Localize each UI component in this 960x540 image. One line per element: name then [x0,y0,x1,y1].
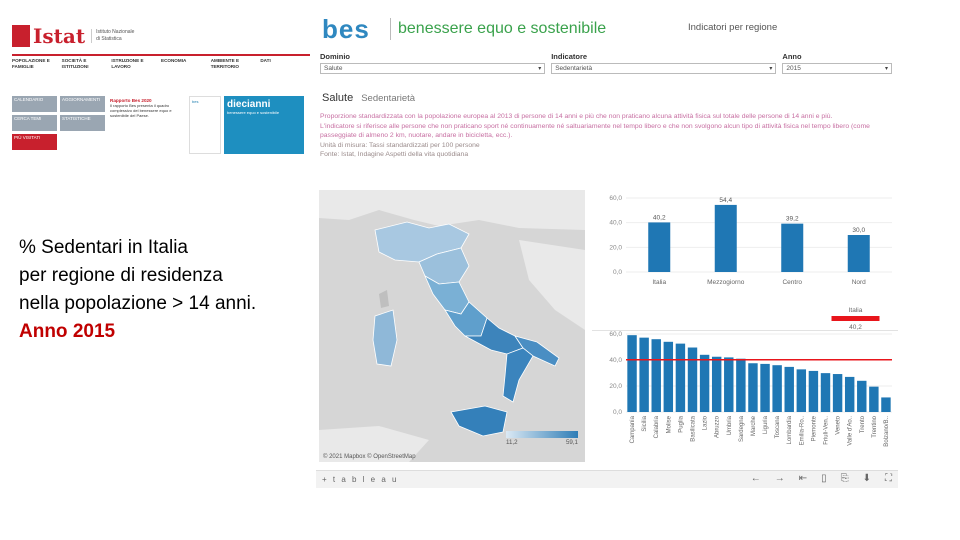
istat-subtitle [91,29,134,43]
bar [781,224,803,272]
istat-nav-item[interactable]: POPOLAZIONE E FAMIGLIE [12,58,50,69]
y-tick-label: 40,0 [609,357,622,364]
caption-line: per regione di residenza [19,265,223,286]
caption-year: Anno 2015 [19,321,116,342]
x-tick-label: Toscana [775,416,782,439]
istat-logo[interactable]: Istat [33,24,86,48]
chevron-down-icon: ▾ [769,66,773,72]
legend-gradient [506,431,578,438]
fullscreen-icon[interactable]: ⛶ [885,473,892,484]
legend-max: 59,1 [565,439,578,446]
reference-legend-swatch [832,316,880,321]
x-tick-label: Valle d'Ao.. [847,416,854,446]
pause-icon[interactable]: ▯ [821,473,827,484]
bar [797,369,806,412]
istat-subtitle-line: di Statistica [96,36,122,42]
bar [760,364,769,412]
filter-label: Dominio [320,52,350,61]
istat-news-title: Rapporto Bes 2020 [110,98,152,103]
istat-diecianni-title: diecianni [227,99,271,110]
share-icon[interactable]: ⎘ [840,473,849,484]
data-label: 54,4 [719,196,733,204]
bar [857,381,866,412]
istat-tile[interactable]: CALENDARIO [12,96,57,112]
x-tick-label: Marche [750,416,757,437]
istat-tile[interactable]: PIÙ VISITATI [12,134,57,150]
filter-label: Indicatore [551,52,588,61]
revert-icon[interactable]: ⇤ [798,473,808,484]
select-value: Sedentarietà [555,65,593,72]
divider [390,18,391,40]
x-tick-label: Molise [666,416,673,434]
indicatore-select[interactable] [551,63,776,74]
indicator-description [320,112,892,160]
legend-min: 11,2 [506,439,518,446]
istat-diecianni-sub: benessere equo e sostenibile [227,110,280,115]
slide-caption [19,234,309,346]
x-tick-label: Veneto [835,416,842,435]
istat-tile[interactable]: AGGIORNAMENTI [60,96,105,112]
filter-dominio [320,52,545,74]
istat-nav-item[interactable]: SOCIETÀ E ISTITUZIONI [61,58,89,69]
legend-values [506,439,578,446]
filter-indicatore [551,52,776,74]
toolbar-icons [751,473,892,484]
bar [845,377,854,412]
x-tick-label: Campania [630,416,637,444]
x-tick-label: Trento [859,416,866,434]
x-tick-label: Puglia [678,416,685,433]
bar [700,355,709,412]
istat-tile[interactable]: STATISTICHE [60,115,105,131]
istat-tile-column [12,96,57,154]
section-name: Salute [322,92,354,104]
istat-diecianni-banner[interactable] [224,96,304,154]
x-tick-label: Umbria [726,416,733,436]
reference-legend-value: 40,2 [849,324,862,330]
bar [712,357,721,412]
y-tick-label: 20,0 [609,244,622,252]
region-chart[interactable] [592,330,898,470]
section-title [322,92,415,104]
istat-logo-icon [12,25,30,47]
istat-nav [12,54,310,70]
select-value: Salute [324,65,343,72]
bar [848,235,870,272]
bar [833,374,842,412]
chevron-down-icon: ▾ [538,66,542,72]
macro-area-chart[interactable] [592,190,898,330]
x-tick-label: Nord [851,279,866,286]
data-label: 39,2 [785,215,799,223]
istat-nav-item[interactable]: DATI [260,58,271,63]
bar [664,342,673,412]
x-tick-label: Mezzogiorno [707,279,745,286]
reference-legend-label: Italia [848,307,863,314]
bar [652,339,661,412]
map-credit: © 2021 Mapbox © OpenStreetMap [323,454,416,460]
italy-map[interactable] [319,190,585,462]
bes-logo[interactable]: bes [322,14,370,44]
select-value: 2015 [786,65,801,72]
bar [772,365,781,412]
istat-header [12,24,134,48]
chevron-down-icon: ▾ [885,66,889,72]
x-tick-label: Friuli-Ven.. [823,416,830,445]
filters [320,52,892,74]
x-tick-label: Lombardia [787,416,794,445]
istat-nav-item[interactable]: ISTRUZIONE E LAVORO [111,58,144,69]
filter-label: Anno [782,52,802,61]
istat-tile-column [60,96,105,154]
tableau-logo[interactable]: + t a b l e a u [322,475,399,484]
y-tick-label: 20,0 [609,383,622,390]
x-tick-label: Calabria [654,416,661,439]
bar [809,371,818,412]
data-label: 40,2 [652,214,666,222]
bar [715,205,737,272]
x-tick-label: Liguria [763,416,770,435]
bar [736,359,745,412]
x-tick-label: Trentino [871,416,878,438]
x-tick-label: Centro [782,279,803,286]
bar [648,222,670,272]
bes-dashboard [316,12,898,488]
istat-nav-item[interactable]: AMBIENTE E TERRITORIO [210,58,240,69]
caption-line: nella popolazione > 14 anni. [19,293,257,314]
x-tick-label: Emilia-Ro.. [799,416,806,446]
y-tick-label: 0,0 [612,409,622,416]
bar [676,344,685,412]
caption-line: % Sedentari in Italia [19,237,188,258]
x-tick-label: Basilicata [690,416,697,442]
download-icon[interactable]: ⬇ [862,473,871,484]
map-svg [319,190,585,462]
y-tick-label: 60,0 [609,331,622,338]
x-tick-label: Sicilia [642,416,649,432]
x-tick-label: Italia [652,279,667,286]
bes-tagline: benessere equo e sostenibile [398,20,607,37]
dashboard-title: Indicatori per regione [688,22,778,33]
description-text: Proporzione standardizzata con la popolazione europea al 2013 di persone di 14 anni e più che non praticano alcuna attività fisica sul totale delle persone di 14 anni e più. [320,113,833,120]
istat-tile[interactable]: CERCA TEMI [12,115,57,131]
bar [724,357,733,412]
istat-nav-item[interactable]: ECONOMIA [161,58,187,63]
y-tick-label: 0,0 [612,269,622,276]
section-subtitle: Sedentarietà [361,93,416,104]
bar [688,348,697,412]
x-tick-label: Bolzano/B.. [883,416,890,447]
filter-anno [782,52,892,74]
unit-text: Unità di misura: Tassi standardizzati per 100 persone [320,141,480,149]
undo-icon[interactable]: ← [750,473,761,484]
y-tick-label: 60,0 [609,195,622,202]
redo-icon[interactable]: → [774,473,785,484]
x-tick-label: Lazio [702,416,709,431]
bar [881,397,890,412]
source-text: Fonte: Istat, Indagine Aspetti della vita quotidiana [320,151,469,159]
description-text: L'indicatore si riferisce alle persone che non praticano sport né continuamente né saltuariamente nel tempo libero e che non svolgono alcun tipo di attività fisica nel tempo libero (come passeggiate di almeno 2 km, nuotare, andare in bicicletta, ecc.). [320,122,870,140]
istat-tiles [12,96,310,154]
data-label: 30,0 [852,227,866,234]
bar [869,387,878,412]
istat-news[interactable] [108,96,186,154]
bar [627,335,636,412]
bar [821,373,830,412]
dominio-select[interactable] [320,63,545,74]
istat-bes-box[interactable]: bes [189,96,221,154]
istat-screenshot [8,14,310,162]
bar [785,367,794,412]
istat-news-body: Il rapporto Bes presenta il quadro complessivo del benessere equo e sostenibile del Paese. [110,103,172,118]
istat-subtitle-line: Istituto Nazionale [96,29,135,35]
bar [639,338,648,412]
bar [748,363,757,412]
tableau-toolbar [316,470,898,488]
map-legend [506,431,578,446]
x-tick-label: Abruzzo [714,416,721,439]
x-tick-label: Sardegna [738,416,745,443]
x-tick-label: Piemonte [811,416,818,442]
y-tick-label: 40,0 [609,219,622,227]
anno-select[interactable] [782,63,892,74]
